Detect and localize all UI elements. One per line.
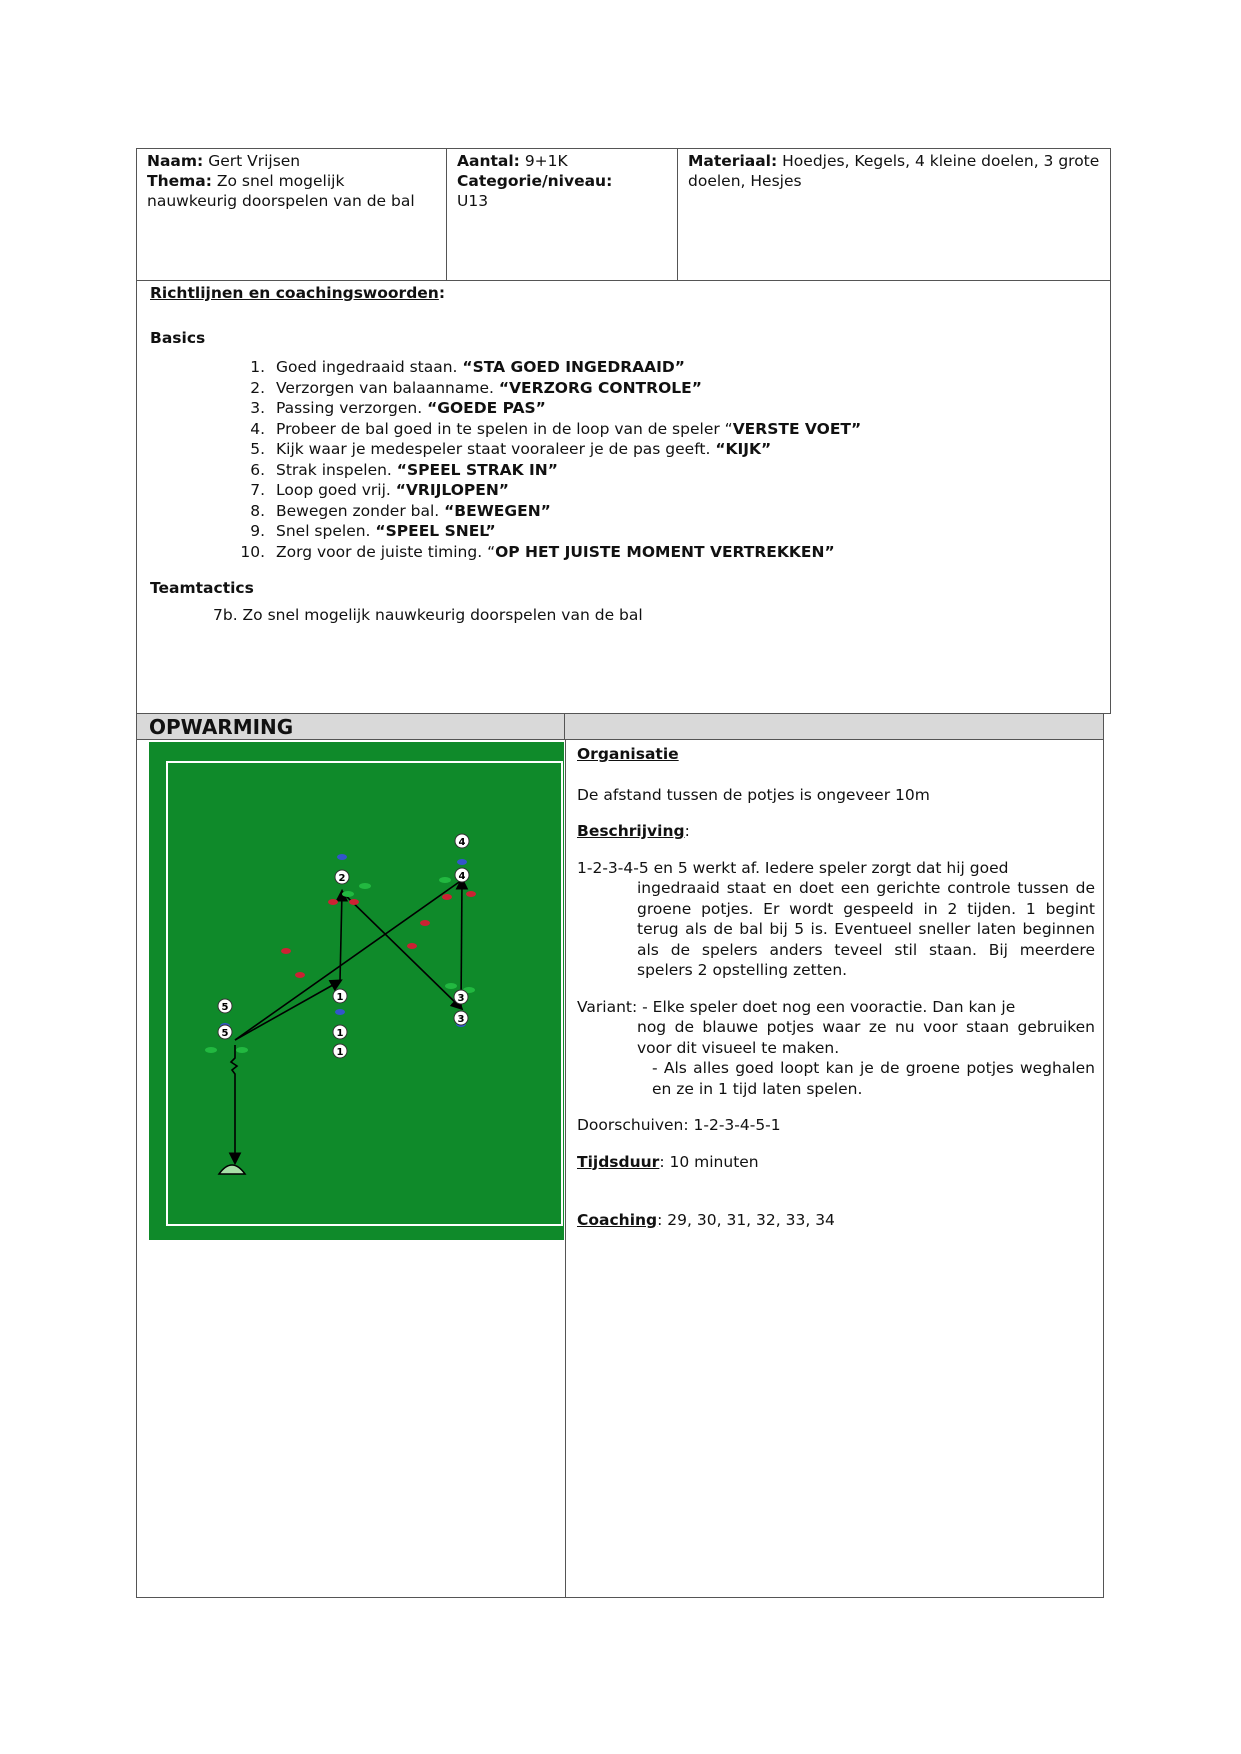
basics-item-text: Strak inspelen.: [276, 460, 397, 479]
teamtactics-item: 7b. Zo snel mogelijk nauwkeurig doorspelen van de bal: [213, 606, 643, 624]
richtlijnen-section: [136, 281, 1111, 714]
basics-item-text: Bewegen zonder bal.: [276, 501, 445, 520]
beschrijving-colon: :: [684, 822, 690, 840]
thema-value: Zo snel mogelijk nauwkeurig doorspelen van de bal: [147, 172, 415, 210]
basics-item-text: Snel spelen.: [276, 522, 376, 540]
basics-item-text: Kijk waar je medespeler staat vooraleer je de pas geeft.: [276, 440, 716, 458]
basics-item: [225, 542, 861, 563]
tijdsduur-value: : 10 minuten: [659, 1152, 759, 1171]
aantal-value: 9+1K: [524, 152, 568, 170]
basics-item-text: Goed ingedraaid staan.: [276, 358, 463, 376]
variant-second: - Als alles goed loopt kan je de groene potjes weghalen en ze in 1 tijd laten spelen.: [652, 1059, 1095, 1098]
basics-item: [225, 460, 861, 481]
player-label: 4: [458, 871, 466, 882]
header-cell-materiaal: [678, 149, 1110, 280]
basics-item: [225, 480, 861, 501]
thema-label: Thema:: [147, 172, 212, 190]
basics-item-text: Zorg voor de juiste timing. “: [276, 542, 496, 561]
materiaal-label: Materiaal:: [688, 152, 778, 170]
player-label: 5: [221, 1002, 229, 1013]
basics-item-number: 5.: [250, 440, 265, 458]
basics-item: [225, 501, 861, 522]
description-column: [577, 742, 1095, 1231]
basics-item-number: 4.: [250, 419, 265, 438]
basics-heading: Basics: [150, 329, 206, 347]
basics-item-number: 10.: [240, 542, 265, 561]
basics-item-number: 3.: [250, 399, 265, 417]
beschrijving-rest: ingedraaid staat en doet een gerichte controle tussen de groene potjes. Er wordt gespeeld in 2 tijden. 1 begint terug als de bal bij 5 is. Eventueel sneller laten beginnen als de spelers anders teveel stil staan. Bij meerdere spelers 2 opstelling zetten.: [637, 879, 1095, 979]
richtlijnen-heading-text: Richtlijnen en coachingswoorden: [150, 284, 439, 302]
teamtactics-heading: Teamtactics: [150, 579, 254, 597]
basics-item-keyword: “VRIJLOPEN”: [395, 481, 509, 499]
basics-item-keyword: OP HET JUISTE MOMENT VERTREKKEN”: [495, 542, 835, 561]
aantal-label: Aantal:: [457, 152, 520, 170]
basics-item-number: 1.: [250, 358, 265, 376]
variant-first-line: Variant: - Elke speler doet nog een vooractie. Dan kan je: [577, 997, 1016, 1016]
basics-item-number: 9.: [250, 522, 265, 540]
basics-item-keyword: “GOEDE PAS”: [427, 399, 546, 417]
coaching-label: Coaching: [577, 1211, 658, 1229]
organisatie-text: De afstand tussen de potjes is ongeveer 10m: [577, 785, 930, 804]
column-divider: [565, 740, 566, 1597]
basics-item-keyword: VERSTE VOET”: [732, 419, 862, 438]
organisatie-label: Organisatie: [577, 745, 679, 763]
basics-item-number: 2.: [250, 378, 265, 397]
beschrijving-first-line: 1-2-3-4-5 en 5 werkt af. Iedere speler zorgt dat hij goed: [577, 858, 1009, 877]
beschrijving-label: Beschrijving: [577, 822, 685, 840]
basics-item: [225, 419, 861, 440]
player-label: 2: [338, 873, 346, 884]
player-label: 1: [336, 992, 344, 1003]
basics-item: [225, 357, 861, 378]
naam-value: Gert Vrijsen: [208, 152, 301, 170]
player-label: 4: [458, 837, 466, 848]
doorschuiven-text: Doorschuiven: 1-2-3-4-5-1: [577, 1116, 781, 1134]
basics-item-keyword: “STA GOED INGEDRAAID”: [462, 358, 685, 376]
player-label: 5: [221, 1028, 229, 1039]
player-label: 3: [457, 1014, 465, 1025]
opwarming-header-right: [565, 714, 1103, 740]
tijdsduur-label: Tijdsduur: [577, 1152, 660, 1171]
opwarming-section: [136, 713, 1104, 1598]
coaching-value: : 29, 30, 31, 32, 33, 34: [657, 1211, 835, 1229]
basics-item-number: 8.: [250, 501, 265, 520]
basics-list: [225, 357, 861, 562]
opwarming-title: OPWARMING: [137, 714, 565, 740]
basics-item-keyword: “BEWEGEN”: [444, 501, 551, 520]
basics-item-keyword: “KIJK”: [715, 440, 772, 458]
basics-item-number: 6.: [250, 460, 265, 479]
categorie-value: U13: [457, 192, 489, 210]
training-field-diagram: [149, 742, 564, 1240]
basics-item: [225, 439, 861, 460]
basics-item-keyword: “SPEEL SNEL”: [375, 522, 496, 540]
categorie-label: Categorie/niveau:: [457, 172, 613, 190]
basics-item-number: 7.: [250, 481, 265, 499]
player-label: 3: [457, 993, 465, 1004]
header-cell-aantal: [447, 149, 678, 280]
basics-item-text: Probeer de bal goed in te spelen in de loop van de speler “: [276, 419, 733, 438]
player-label: 1: [336, 1047, 344, 1058]
header-cell-naam: [137, 149, 447, 280]
richtlijnen-heading: [150, 283, 445, 303]
basics-item: [225, 398, 861, 419]
materiaal-value: Hoedjes, Kegels, 4 kleine doelen, 3 grote doelen, Hesjes: [688, 152, 1100, 190]
basics-item-keyword: “SPEEL STRAK IN”: [396, 460, 558, 479]
naam-label: Naam:: [147, 152, 204, 170]
basics-item-keyword: “VERZORG CONTROLE”: [498, 378, 702, 397]
basics-item-text: Passing verzorgen.: [276, 399, 428, 417]
field-background: [149, 742, 564, 1240]
basics-item: [225, 378, 861, 399]
basics-item-text: Verzorgen van balaanname.: [276, 378, 499, 397]
basics-item-text: Loop goed vrij.: [276, 481, 396, 499]
header-table: [136, 148, 1111, 281]
variant-rest: nog de blauwe potjes waar ze nu voor staan gebruiken voor dit visueel te maken.: [637, 1018, 1095, 1057]
player-label: 1: [336, 1028, 344, 1039]
richtlijnen-colon: :: [438, 284, 446, 302]
basics-item: [225, 521, 861, 542]
